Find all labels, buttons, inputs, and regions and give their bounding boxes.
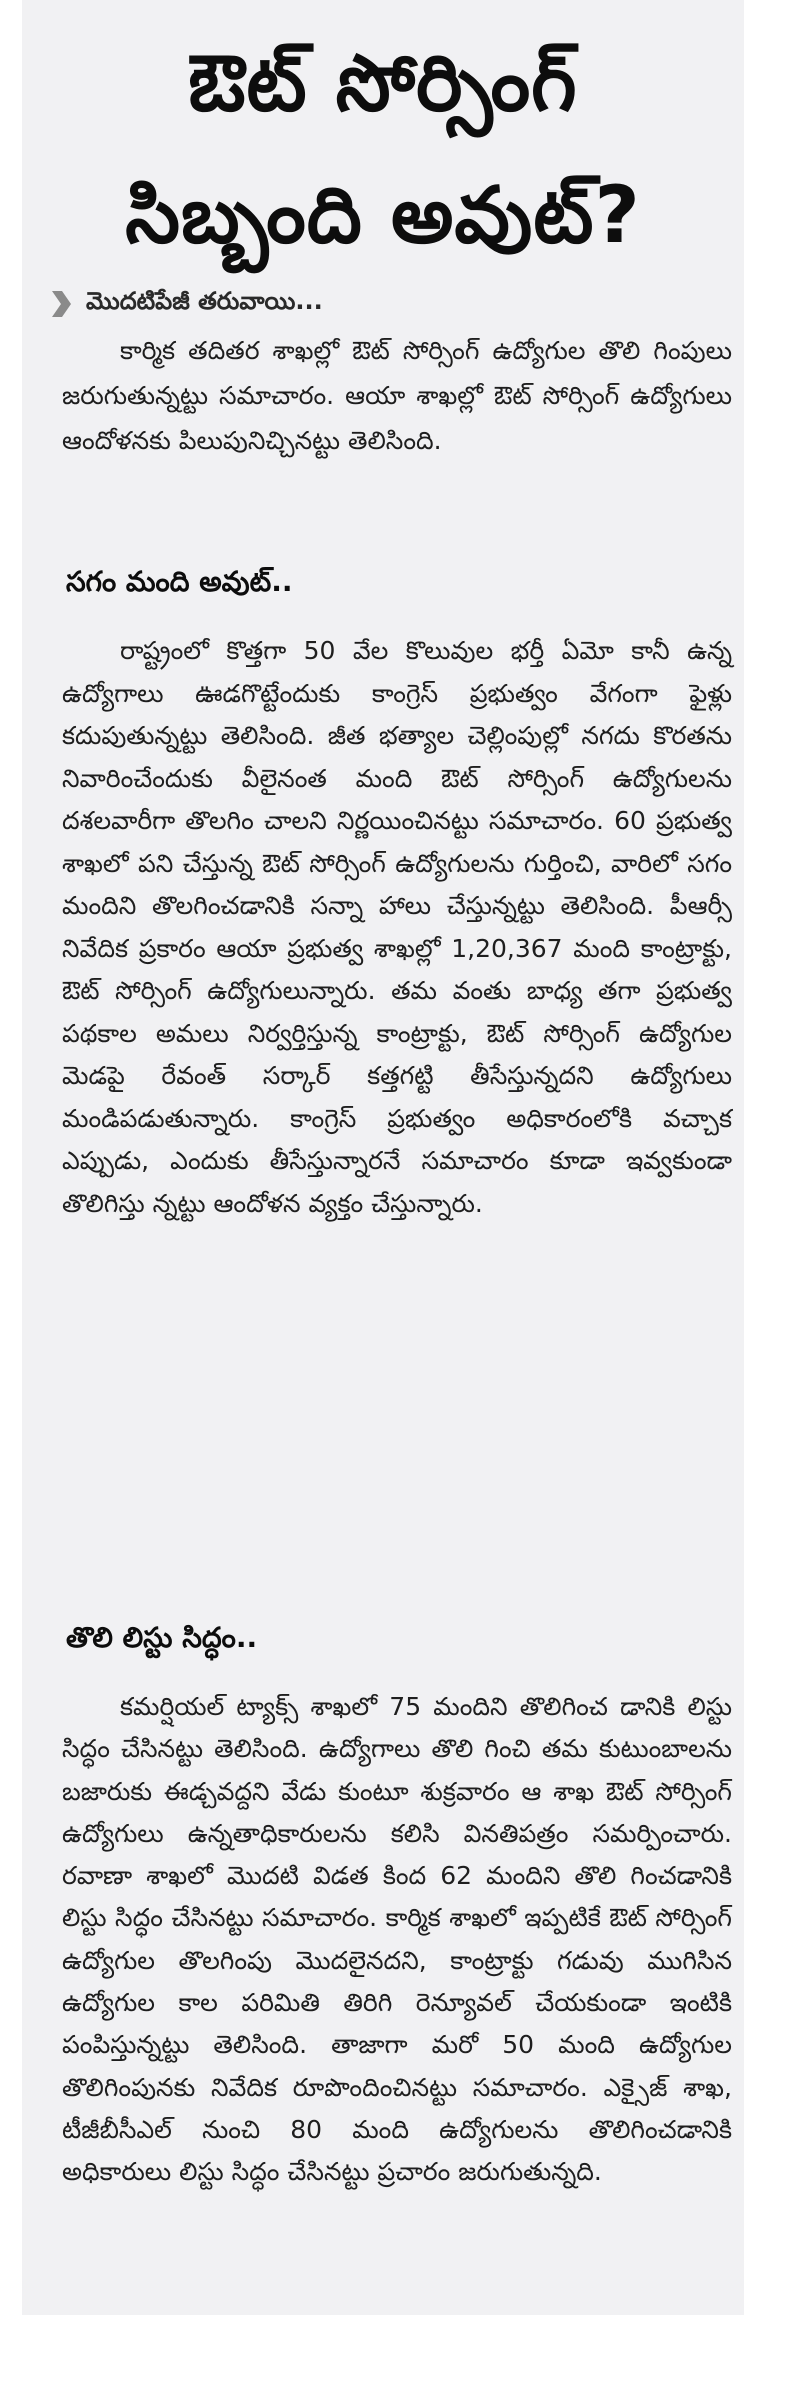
chevron-right-icon <box>50 289 72 319</box>
continuation-label: మొదటిపేజీ తరువాయి... <box>86 287 323 315</box>
headline <box>22 0 744 282</box>
section-heading-half-out: సగం మంది అవుట్.. <box>66 565 293 598</box>
section-paragraph-first-list: కమర్షియల్ ట్యాక్స్ శాఖలో 75 మందిని తొలిగించ డానికి లిస్టు సిద్ధం చేసినట్టు తెలిసింది. ఉద్యోగాలు తొలి గించి తమ కుటుంబాలను బజారుకు ఈడ్చవద్దని వేడు కుంటూ శుక్రవారం ఆ శాఖ ఔట్ సోర్సింగ్ ఉద్యోగులు ఉన్నతాధికారులను కలిసి వినతిపత్రం సమర్పించారు. రవాణా శాఖలో మొదటి విడత కింద 62 మందిని తొలి గించడానికి లిస్టు సిద్ధం చేసినట్టు సమాచారం. కార్మిక శాఖలో ఇప్పటికే ఔట్ సోర్సింగ్ ఉద్యోగుల తొలగింపు మొదలైనదని, కాంట్రాక్టు గడువు ముగిసిన ఉద్యోగుల కాల పరిమితి తిరిగి రెన్యూవల్ చేయకుండా ఇంటికి పంపిస్తున్నట్టు తెలిసింది. తాజాగా మరో 50 మంది ఉద్యోగుల తొలిగింపునకు నివేదిక రూపొందించినట్టు సమాచారం. ఎక్సైజ్ శాఖ, టీజీబీసీఎల్ నుంచి 80 మంది ఉద్యోగులను తొలిగించడానికి అధికారులు లిస్టు సిద్ధం చేసినట్టు ప్రచారం జరుగుతున్నది. <box>62 1692 732 2187</box>
continuation-marker <box>50 287 323 321</box>
section-paragraph-half-out: రాష్ట్రంలో కొత్తగా 50 వేల కొలువుల భర్తీ ఏమో కానీ ఉన్న ఉద్యోగాలు ఊడగొట్టేందుకు కాంగ్రెస్ ప్రభుత్వం వేగంగా ఫైళ్లు కదుపుతున్నట్టు తెలిసింది. జీత భత్యాల చెల్లింపుల్లో నగదు కొరతను నివారించేందుకు వీలైనంత మంది ఔట్ సోర్సింగ్ ఉద్యోగులను దశలవారీగా తొలగిం చాలని నిర్ణయించినట్టు సమాచారం. 60 ప్రభుత్వ శాఖలో పని చేస్తున్న ఔట్ సోర్సింగ్ ఉద్యోగులను గుర్తించి, వారిలో సగం మందిని తొలగించడానికి సన్నా హాలు చేస్తున్నట్టు తెలిసింది. పీఆర్సీ నివేదిక ప్రకారం ఆయా ప్రభుత్వ శాఖల్లో 1,20,367 మంది కాంట్రాక్టు, ఔట్ సోర్సింగ్ ఉద్యోగులున్నారు. తమ వంతు బాధ్య తగా ప్రభుత్వ పథకాల అమలు నిర్వర్తిస్తున్న కాంట్రాక్టు, ఔట్ సోర్సింగ్ ఉద్యోగుల మెడపై రేవంత్ సర్కార్ కత్తగట్టి తీసేస్తున్నదని ఉద్యోగులు మండిపడుతున్నారు. కాంగ్రెస్ ప్రభుత్వం అధికారంలోకి వచ్చాక ఎప్పుడు, ఎందుకు తీసేస్తున్నారనే సమాచారం కూడా ఇవ్వకుండా తొలిగిస్తు న్నట్టు ఆందోళన వ్యక్తం చేస్తున్నారు. <box>62 636 732 1218</box>
intro-paragraph: కార్మిక తదితర శాఖల్లో ఔట్ సోర్సింగ్ ఉద్యోగుల తొలి గింపులు జరుగుతున్నట్టు సమాచారం. ఆయా శాఖల్లో ఔట్ సోర్సింగ్ ఉద్యోగులు ఆందోళనకు పిలుపునిచ్చినట్టు తెలిసింది. <box>62 336 732 455</box>
headline-line-2: సిబ్బంది అవుట్? <box>125 171 641 261</box>
section-heading-first-list: తొలి లిస్టు సిద్ధం.. <box>66 1621 258 1654</box>
headline-line-1: ఔట్ సోర్సింగ్ <box>188 39 578 129</box>
news-clipping <box>22 0 744 2315</box>
